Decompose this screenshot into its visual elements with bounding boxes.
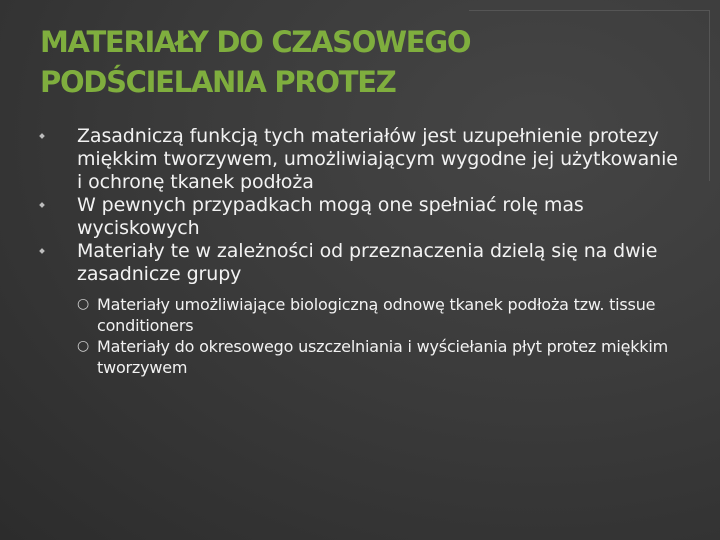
bullet-text: W pewnych przypadkach mogą one spełniać rolę mas wyciskowych <box>77 194 584 239</box>
bullet-icon <box>39 202 45 208</box>
open-circle-icon: ○ <box>77 296 90 312</box>
slide-content <box>40 125 680 378</box>
bullet-text: Zasadniczą funkcją tych materiałów jest uzupełnienie protezy miękkim tworzywem, umożliwiającym wygodne jej użytkowanie i ochronę tkanek podłoża <box>77 125 678 193</box>
subbullet-text: Materiały umożliwiające biologiczną odnowę tkanek podłoża tzw. tissue conditioners <box>97 295 656 335</box>
bullet-icon <box>39 248 45 254</box>
bullet-text: Materiały te w zależności od przeznaczenia dzielą się na dwie zasadnicze grupy <box>77 240 658 285</box>
slide-title <box>40 22 680 102</box>
subbullet-list <box>77 294 680 378</box>
bullet-item-2 <box>40 194 680 240</box>
bullet-icon <box>39 133 45 139</box>
bullet-item-3 <box>40 240 680 378</box>
open-circle-icon: ○ <box>77 338 90 354</box>
subbullet-item-2 <box>77 336 680 378</box>
bullet-list <box>40 125 680 378</box>
title-line-2: PODŚCIELANIA PROTEZ <box>40 65 396 99</box>
subbullet-item-1 <box>77 294 680 336</box>
title-line-1: MATERIAŁY DO CZASOWEGO <box>40 25 471 59</box>
bullet-item-1 <box>40 125 680 194</box>
subbullet-text: Materiały do okresowego uszczelniania i wyściełania płyt protez miękkim tworzywem <box>97 337 669 377</box>
